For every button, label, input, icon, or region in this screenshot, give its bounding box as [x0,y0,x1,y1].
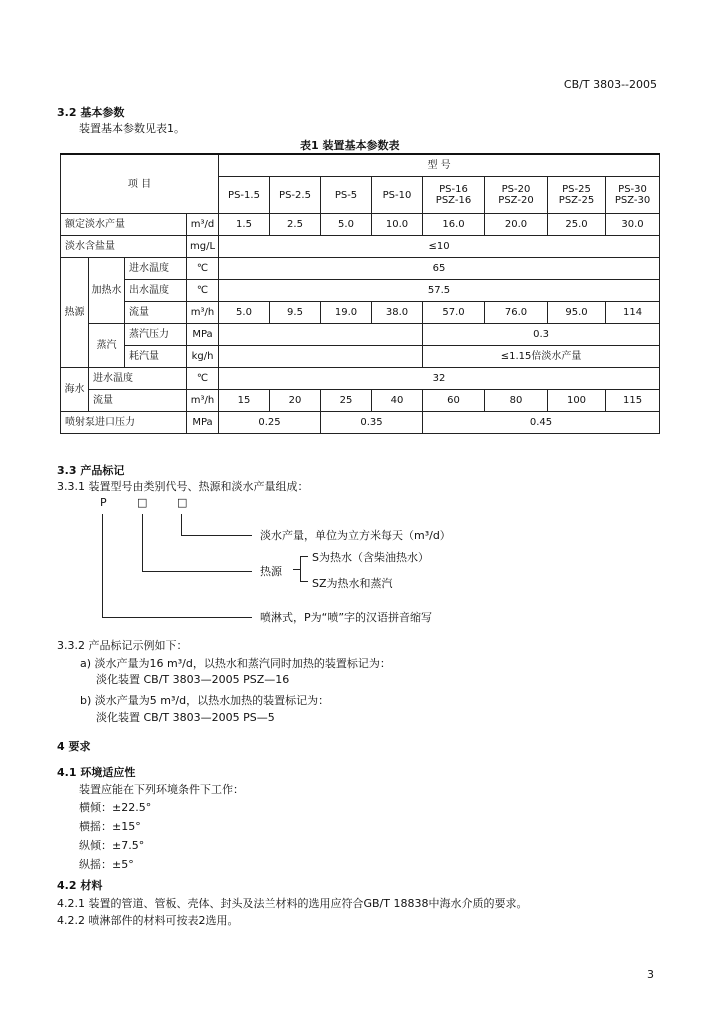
row-label: 耗汽量 [125,346,187,368]
model-code-diagram [100,496,520,626]
model-cell: PS-25 PSZ-25 [548,177,606,214]
section-3-3-heading: 3.3 产品标记 [57,464,125,477]
connector-line [181,514,182,536]
model-cell: PS-5 [321,177,372,214]
value-cell: 30.0 [606,214,660,236]
example-a: a) 淡水产量为16 m³/d，以热水和蒸汽同时加热的装置标记为： [80,657,391,670]
example-b: b) 淡水产量为5 m³/d，以热水加热的装置标记为： [80,694,330,707]
row-label: 出水温度 [125,280,187,302]
value-cell: 60 [423,390,485,412]
connector-line [142,571,252,572]
label-heat-s: S为热水（含柴油热水） [312,551,429,564]
section-4-1-heading: 4.1 环境适应性 [57,766,136,779]
row-label: 蒸汽压力 [125,324,187,346]
value-cell: 20.0 [485,214,548,236]
model-cell: PS-2.5 [270,177,321,214]
section-4-2-2: 4.2.2 喷淋部件的材料可按表2选用。 [57,914,239,927]
header-type: 型 号 [219,154,660,177]
model-cell: PS-30 PSZ-30 [606,177,660,214]
row-unit: MPa [187,324,219,346]
value-cell: 25 [321,390,372,412]
connector-line [102,514,103,618]
label-type: 喷淋式，P为“喷”字的汉语拼音缩写 [260,611,433,624]
row-unit: ℃ [187,280,219,302]
value-cell: ≤1.15倍淡水产量 [423,346,660,368]
value-cell: 114 [606,302,660,324]
code-letter-p: P [100,496,107,509]
brace-line [300,581,308,582]
row-label: 额定淡水产量 [61,214,187,236]
label-heat: 热源 [260,565,282,578]
row-unit: m³/h [187,390,219,412]
parameter-table [60,153,660,434]
value-cell: 65 [219,258,660,280]
value-cell: 76.0 [485,302,548,324]
value-cell: 16.0 [423,214,485,236]
row-label: 流量 [89,390,187,412]
value-cell: 80 [485,390,548,412]
group-steam: 蒸汽 [89,324,125,368]
row-label: 喷射泵进口压力 [61,412,187,434]
condition-roll: 横摇：±15° [79,820,141,833]
value-cell: 32 [219,368,660,390]
value-cell: 5.0 [321,214,372,236]
group-hot-water: 加热水 [89,258,125,324]
group-heat-source: 热源 [61,258,89,368]
value-cell: 20 [270,390,321,412]
table-caption: 表1 装置基本参数表 [300,139,400,152]
code-box-output: □ [177,496,188,509]
brace-line [300,556,308,557]
row-label: 进水温度 [89,368,187,390]
section-4-heading: 4 要求 [57,740,91,753]
value-cell: 38.0 [372,302,423,324]
connector-line [102,617,252,618]
value-cell: 10.0 [372,214,423,236]
page-number: 3 [647,968,654,981]
code-box-heat: □ [137,496,148,509]
condition-pitch: 纵摇：±5° [79,858,134,871]
model-cell: PS-10 [372,177,423,214]
standard-code: CB/T 3803--2005 [563,78,657,91]
empty-cell [219,324,423,346]
value-cell: 100 [548,390,606,412]
row-unit: MPa [187,412,219,434]
section-4-2-heading: 4.2 材料 [57,879,103,892]
section-3-3-2: 3.3.2 产品标记示例如下： [57,639,188,652]
connector-line [142,514,143,572]
row-unit: kg/h [187,346,219,368]
connector-line [181,535,252,536]
row-label: 进水温度 [125,258,187,280]
value-cell: 0.45 [423,412,660,434]
section-4-1-body: 装置应能在下列环境条件下工作： [79,783,244,796]
section-3-2-heading: 3.2 基本参数 [57,106,125,119]
value-cell: 1.5 [219,214,270,236]
value-cell: 19.0 [321,302,372,324]
value-cell: 15 [219,390,270,412]
value-cell: 95.0 [548,302,606,324]
header-item: 项 目 [61,154,219,214]
empty-cell [219,346,423,368]
row-label: 流量 [125,302,187,324]
value-cell: 0.3 [423,324,660,346]
model-cell: PS-1.5 [219,177,270,214]
condition-trim: 纵倾：±7.5° [79,839,145,852]
value-cell: 25.0 [548,214,606,236]
section-4-2-1: 4.2.1 装置的管道、管板、壳体、封头及法兰材料的选用应符合GB/T 18838中海水介质的要求。 [57,897,528,910]
example-a-mark: 淡化装置 CB/T 3803—2005 PSZ—16 [96,673,290,686]
value-cell: 9.5 [270,302,321,324]
row-unit: m³/h [187,302,219,324]
value-cell: 5.0 [219,302,270,324]
example-b-mark: 淡化装置 CB/T 3803—2005 PS—5 [96,711,275,724]
row-unit: mg/L [187,236,219,258]
row-unit: m³/d [187,214,219,236]
value-cell: 57.0 [423,302,485,324]
label-heat-sz: SZ为热水和蒸汽 [312,577,393,590]
value-cell: 2.5 [270,214,321,236]
brace-line [293,569,300,570]
group-seawater: 海水 [61,368,89,412]
row-unit: ℃ [187,258,219,280]
condition-heel: 横倾：±22.5° [79,801,152,814]
value-cell: 57.5 [219,280,660,302]
section-3-3-1: 3.3.1 装置型号由类别代号、热源和淡水产量组成： [57,480,309,493]
label-output: 淡水产量，单位为立方米每天（m³/d） [260,529,451,542]
row-unit: ℃ [187,368,219,390]
value-cell: 40 [372,390,423,412]
model-cell: PS-20 PSZ-20 [485,177,548,214]
value-cell: ≤10 [219,236,660,258]
model-cell: PS-16 PSZ-16 [423,177,485,214]
section-3-2-body: 装置基本参数见表1。 [79,122,185,135]
row-label: 淡水含盐量 [61,236,187,258]
brace-line [300,556,301,582]
value-cell: 0.35 [321,412,423,434]
value-cell: 115 [606,390,660,412]
value-cell: 0.25 [219,412,321,434]
